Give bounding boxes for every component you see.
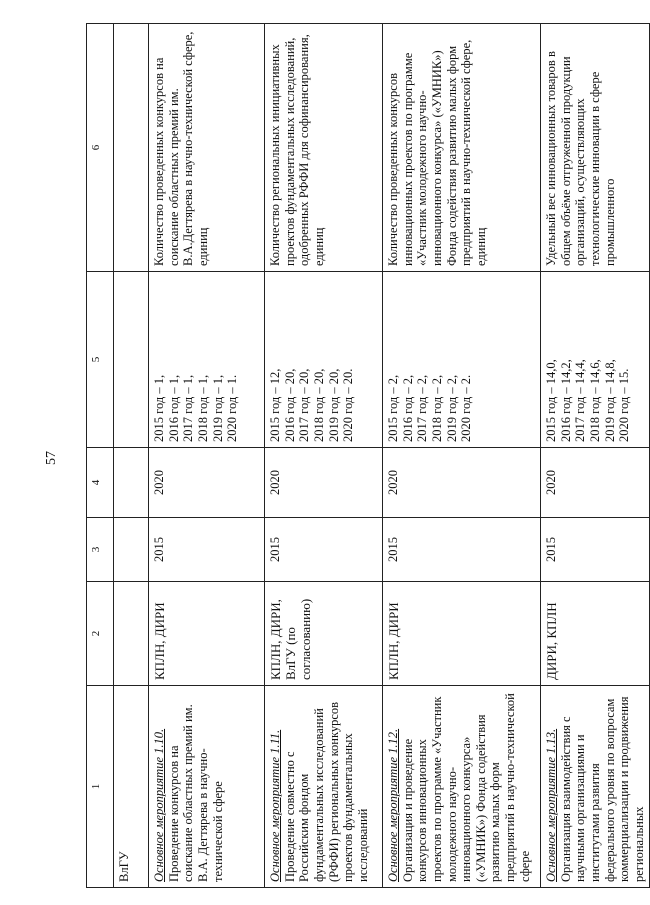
yearly-value: 2015 год – 14,0, — [544, 359, 558, 442]
yearly-value: 2018 год – 2, — [429, 374, 444, 442]
yearly-value: 2019 год – 1, — [210, 374, 225, 442]
org-row-empty-2 — [114, 582, 149, 686]
yearly-value: 2017 год – 14,4, — [573, 359, 588, 442]
executors-cell: КПЛН, ДИРИ — [383, 582, 541, 686]
yearly-value: 2020 год – 20. — [341, 368, 356, 442]
page-number: 57 — [44, 451, 59, 465]
event-title: Основное мероприятие 1.13. — [544, 728, 558, 882]
event-title: Основное мероприятие 1.10. — [152, 728, 166, 882]
yearly-value: 2019 год – 14,8, — [602, 359, 617, 442]
end-year-cell: 2020 — [265, 448, 383, 518]
yearly-value: 2018 год – 14,6, — [587, 359, 602, 442]
org-row-empty-5 — [114, 272, 149, 448]
yearly-values-cell — [265, 272, 383, 448]
program-activities-table — [86, 23, 650, 888]
event-description: Проведение совместно с Российским фондом фундаментальных исследований (РФФИ) региональных конкурсов проектов фундаментальных исследований — [282, 701, 370, 882]
start-year-cell: 2015 — [383, 518, 541, 582]
yearly-value: 2017 год – 1, — [181, 374, 196, 442]
event-cell — [149, 686, 265, 888]
rotated-table-wrapper — [86, 24, 646, 888]
yearly-value: 2020 год – 1. — [225, 374, 240, 442]
end-year-cell: 2020 — [149, 448, 265, 518]
yearly-value: 2018 год – 1, — [195, 374, 210, 442]
event-cell — [265, 686, 383, 888]
event-description: Проведение конкурсов на соискание областных премий им. В.А. Дегтярева в научно-технической сфере — [166, 704, 225, 882]
org-cell: ВлГУ — [114, 686, 149, 888]
yearly-value: 2016 год – 2, — [400, 374, 415, 442]
yearly-value: 2019 год – 20, — [326, 368, 341, 442]
event-cell — [383, 686, 541, 888]
table-row — [383, 24, 541, 888]
org-row-empty-6 — [114, 24, 149, 272]
header-row — [87, 24, 114, 888]
header-col-2: 2 — [87, 582, 114, 686]
header-col-5: 5 — [87, 272, 114, 448]
table-row — [541, 24, 650, 888]
end-year-cell: 2020 — [383, 448, 541, 518]
executors-cell: КПЛН, ДИРИ — [149, 582, 265, 686]
executors-cell: КПЛН, ДИРИ, ВлГУ (по согласованию) — [265, 582, 383, 686]
yearly-value: 2016 год – 1, — [166, 374, 181, 442]
event-description: Организация взаимодействия с научными организациями и институтами развития федерального уровня по вопросам коммерциализации и продвижения региональных — [558, 696, 646, 882]
yearly-value: 2017 год – 2, — [415, 374, 430, 442]
start-year-cell: 2015 — [149, 518, 265, 582]
end-year-cell: 2020 — [541, 448, 650, 518]
yearly-value: 2018 год – 20, — [311, 368, 326, 442]
yearly-values-cell — [149, 272, 265, 448]
header-col-3: 3 — [87, 518, 114, 582]
indicator-cell: Количество проведенных конкурсов на соискание областных премий им. В.А.Дегтярева в научно-технической сфере, единиц — [149, 24, 265, 272]
yearly-values-cell — [541, 272, 650, 448]
yearly-value: 2015 год – 2, — [386, 374, 400, 442]
yearly-value: 2016 год – 14,2, — [558, 359, 573, 442]
start-year-cell: 2015 — [265, 518, 383, 582]
event-cell — [541, 686, 650, 888]
header-col-1: 1 — [87, 686, 114, 888]
yearly-value: 2020 год – 2. — [459, 374, 474, 442]
yearly-value: 2020 год – 15. — [617, 368, 632, 442]
event-title: Основное мероприятие 1.12. — [386, 728, 400, 882]
org-row-empty-4 — [114, 448, 149, 518]
header-col-6: 6 — [87, 24, 114, 272]
header-col-4: 4 — [87, 448, 114, 518]
yearly-value: 2019 год – 2, — [444, 374, 459, 442]
table-row — [149, 24, 265, 888]
org-row-empty-3 — [114, 518, 149, 582]
table-row — [265, 24, 383, 888]
indicator-cell: Количество проведенных конкурсов инновационных проектов по программе «Участник молодежного научно-инновационного конкурса» («УМНИК») Фонда содействия развитию малых форм предприятий в научно-технической сфере, единиц — [383, 24, 541, 272]
yearly-values-cell — [383, 272, 541, 448]
yearly-value: 2017 год – 20, — [297, 368, 312, 442]
start-year-cell: 2015 — [541, 518, 650, 582]
event-description: Организация и проведение конкурсов инновационных проектов по программе «Участник молодежного научно-инновационного конкурса» («УМНИК») Фонда содействия развитию малых форм предприятий в научно-технической сфере — [400, 693, 532, 882]
executors-cell: ДИРИ, КПЛН — [541, 582, 650, 686]
event-title: Основное мероприятие 1.11. — [268, 729, 282, 882]
yearly-value: 2015 год – 1, — [152, 374, 166, 442]
yearly-value: 2015 год – 12, — [268, 368, 282, 442]
yearly-value: 2016 год – 20, — [282, 368, 297, 442]
org-row — [114, 24, 149, 888]
indicator-cell: Количество региональных инициативных проектов фундаментальных исследований, одобренных РФФИ для софинансирования, единиц — [265, 24, 383, 272]
indicator-cell: Удельный вес инновационных товаров в общем объёме отгруженной продукции организаций, осуществляющих технологические инновации в сфере промышленного — [541, 24, 650, 272]
